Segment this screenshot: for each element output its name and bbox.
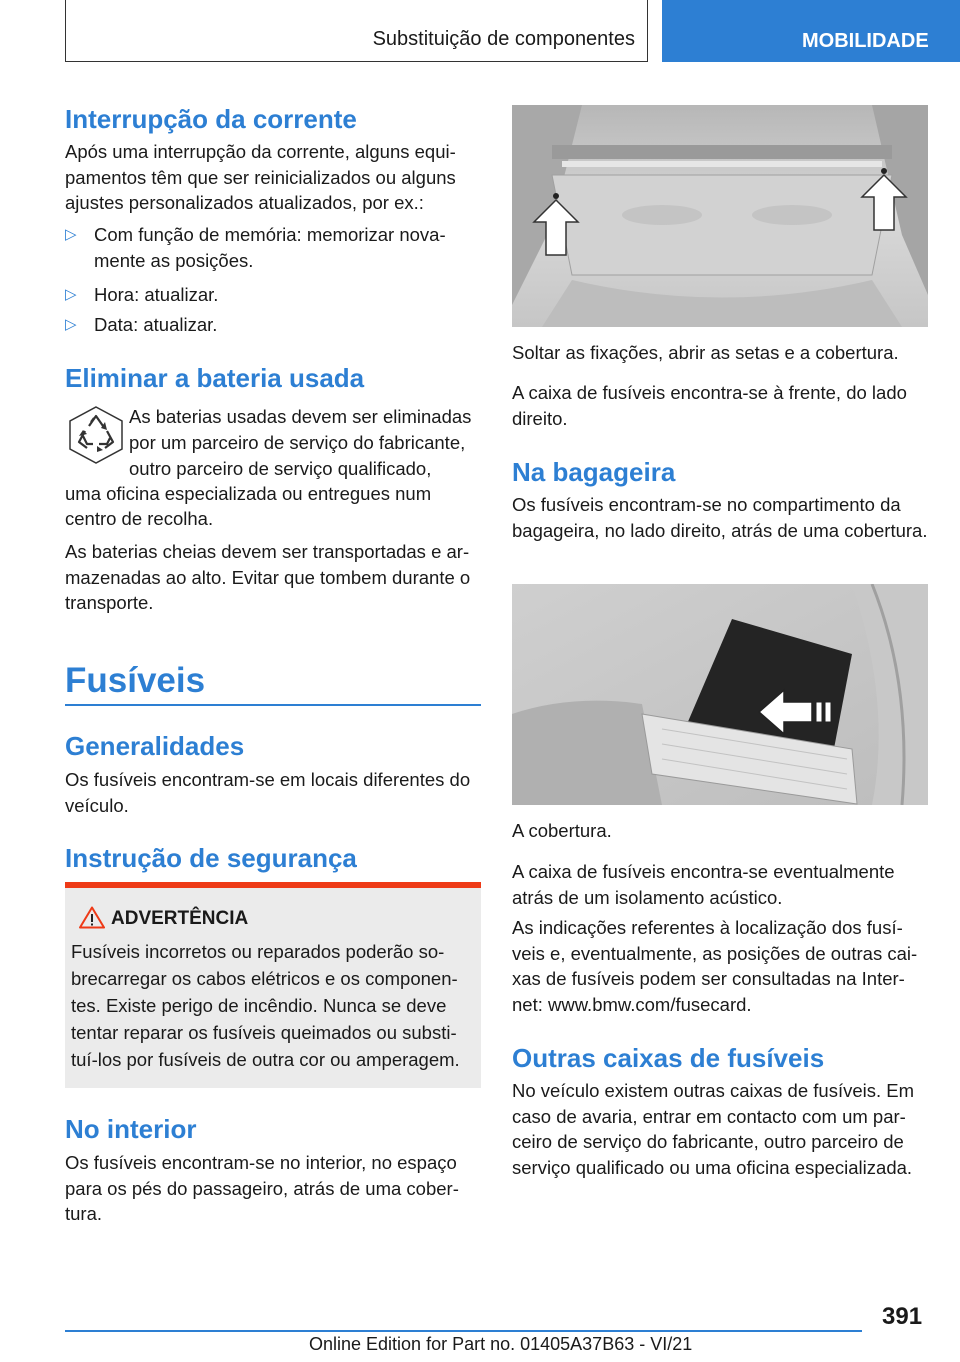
interruption-body: Após uma interrupção da corrente, alguns equipamentos têm que ser reinicializados ou alguns ajustes personalizados atualizados, por ex.:: [65, 141, 456, 213]
warning-box: [65, 882, 481, 1088]
general-body: Os fusíveis encontram-se em locais diferentes do veículo.: [65, 769, 471, 816]
disposal-body2: As baterias cheias devem ser transportadas e armazenadas ao alto. Evitar que tombem durante o transporte.: [65, 541, 471, 613]
title-rule: [65, 704, 481, 706]
heading-other-boxes: Outras caixas de fusíveis: [512, 1043, 825, 1073]
disposal-line: por um parceiro de serviço do fabricante,: [129, 432, 466, 453]
heading-interior: No interior: [65, 1114, 197, 1144]
footer-edition: Online Edition for Part no. 01405A37B63 - VI/21: [309, 1334, 693, 1354]
chapter-tab[interactable]: MOBILIDADE: [662, 0, 960, 62]
page-number: 391: [882, 1303, 923, 1330]
interior-body: Os fusíveis encontram-se no interior, no espaço para os pés do passageiro, atrás de uma cobertura.: [65, 1152, 459, 1224]
fuse-info: As indicações referentes à localização dos fusíveis e, eventualmente, as posições de outras caixas de fusíveis podem ser consultadas na Internet: www.bmw.com/fusecard.: [512, 917, 918, 1015]
triangle-bullet-icon: ▷: [65, 286, 77, 303]
disposal-line: uma oficina especializada ou entregues num: [65, 483, 432, 504]
recycle-icon: [65, 404, 127, 466]
other-body: No veículo existem outras caixas de fusíveis. Em caso de avaria, entrar em contacto com um parceiro de serviço do fabricante, outro parceiro de serviço qualificado ou uma oficina especializada.: [512, 1080, 915, 1178]
warning-title: ADVERTÊNCIA: [111, 908, 249, 929]
disposal-line: outro parceiro de serviço qualificado,: [129, 458, 432, 479]
chapter-title-fuses: Fusíveis: [65, 661, 206, 700]
photo1-note: A caixa de fusíveis encontra-se à frente, do lado direito.: [512, 382, 907, 429]
heading-interruption: Interrupção da corrente: [65, 104, 357, 134]
footer-rule: [65, 1330, 862, 1332]
triangle-bullet-icon: ▷: [65, 226, 77, 243]
photo-trunk-cover: [512, 584, 928, 805]
photo2-note: A caixa de fusíveis encontra-se eventualmente atrás de um isolamento acústico.: [512, 861, 895, 908]
heading-trunk: Na bagageira: [512, 457, 676, 487]
disposal-line: As baterias usadas devem ser eliminadas: [129, 406, 472, 427]
heading-disposal: Eliminar a bateria usada: [65, 363, 365, 393]
warning-triangle-icon: [79, 906, 105, 929]
heading-general: Generalidades: [65, 731, 245, 761]
photo1-caption: Soltar as fixações, abrir as setas e a cobertura.: [512, 342, 899, 363]
heading-safety: Instrução de segurança: [65, 843, 357, 873]
triangle-bullet-icon: ▷: [65, 316, 77, 333]
photo-interior-cover: [512, 105, 928, 327]
header-box: [65, 0, 648, 62]
photo2-caption: A cobertura.: [512, 820, 612, 841]
disposal-line: centro de recolha.: [65, 508, 214, 529]
trunk-body: Os fusíveis encontram-se no compartimento da bagageira, no lado direito, atrás de uma cobertura.: [512, 494, 928, 541]
warning-text: Fusíveis incorretos ou reparados poderão sobrecarregar os cabos elétricos e os componentes. Existe perigo de incêndio. Nunca se deve tentar reparar os fusíveis queimados ou substituí-los por fusíveis de outra cor ou amperagem.: [71, 941, 460, 1070]
section-title: Substituição de componentes: [372, 28, 635, 50]
